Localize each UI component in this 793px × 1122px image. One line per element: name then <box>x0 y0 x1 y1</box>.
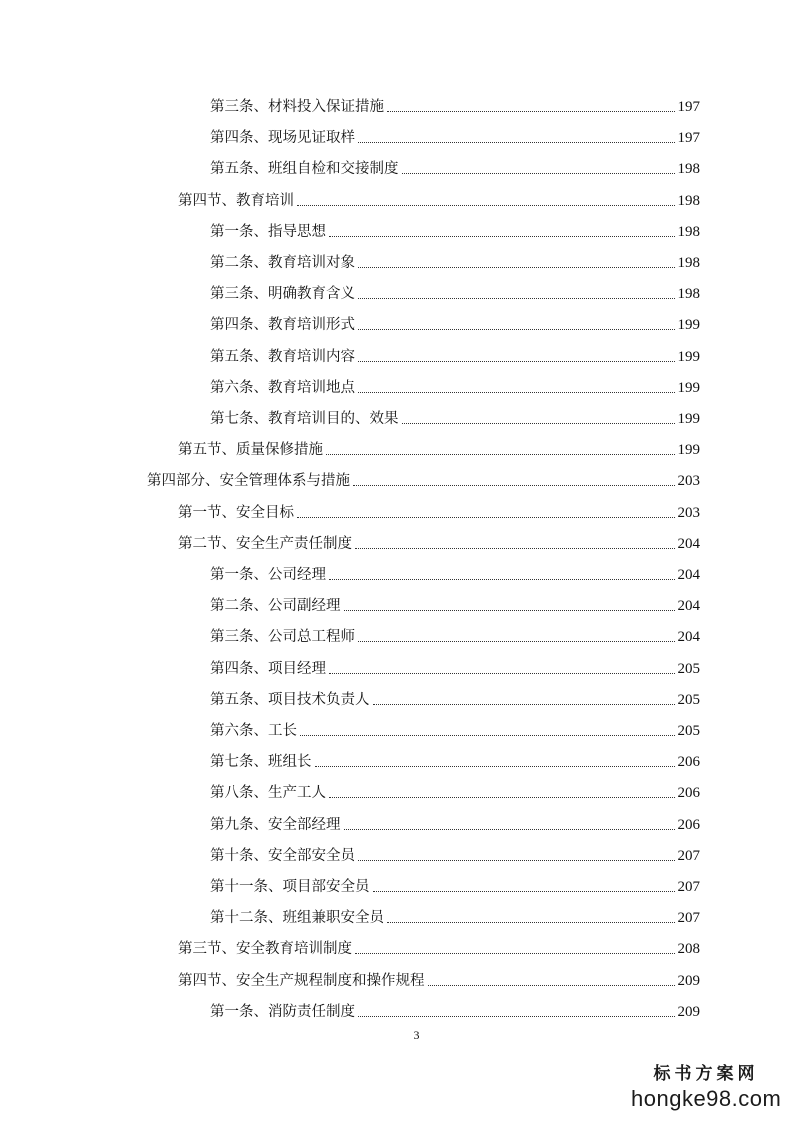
toc-entry-title: 第三节、安全教育培训制度 <box>178 941 352 958</box>
toc-dot-leader <box>344 829 675 830</box>
toc-entry[interactable] <box>210 718 700 740</box>
toc-entry-page-number: 206 <box>677 754 700 771</box>
toc-entry-page-number: 204 <box>677 567 700 583</box>
toc-entry[interactable] <box>210 250 700 272</box>
toc-dot-leader <box>358 1016 675 1017</box>
toc-dot-leader <box>355 953 675 954</box>
toc-entry[interactable] <box>178 500 700 522</box>
toc-entry-title: 第三条、公司总工程师 <box>210 629 355 646</box>
toc-entry[interactable] <box>178 968 700 990</box>
toc-entry-title: 第四条、现场见证取样 <box>210 130 355 147</box>
toc-entry[interactable] <box>210 562 700 584</box>
toc-dot-leader <box>326 454 675 455</box>
toc-dot-leader <box>329 579 675 580</box>
toc-dot-leader <box>373 891 675 892</box>
toc-entry[interactable] <box>210 843 700 865</box>
toc-entry[interactable] <box>210 219 700 241</box>
toc-entry[interactable] <box>210 344 700 366</box>
toc-entry-title: 第四节、安全生产规程制度和操作规程 <box>178 972 425 989</box>
toc-dot-leader <box>329 236 675 237</box>
toc-dot-leader <box>344 610 675 611</box>
toc-entry-page-number: 206 <box>677 785 700 802</box>
toc-entry-title: 第十二条、班组兼职安全员 <box>210 910 384 927</box>
toc-entry-page-number: 205 <box>677 723 700 739</box>
toc-entry-page-number: 198 <box>677 286 700 303</box>
toc-entry-page-number: 197 <box>677 130 700 147</box>
toc-entry[interactable] <box>210 375 700 397</box>
watermark-url: hongke98.com <box>631 1086 782 1111</box>
toc-entry[interactable] <box>210 281 700 303</box>
toc-entry-page-number: 204 <box>677 629 700 646</box>
toc-entry[interactable] <box>178 531 700 553</box>
toc-dot-leader <box>315 766 675 767</box>
toc-entry-page-number: 206 <box>677 816 700 833</box>
toc-dot-leader <box>329 797 675 798</box>
toc-entry-page-number: 204 <box>677 535 700 552</box>
toc-entry-title: 第五条、教育培训内容 <box>210 348 355 365</box>
toc-entry-page-number: 197 <box>677 99 700 115</box>
toc-entry[interactable] <box>210 94 700 116</box>
toc-entry-title: 第二节、安全生产责任制度 <box>178 535 352 552</box>
toc-dot-leader <box>358 142 675 143</box>
toc-entry[interactable] <box>210 905 700 927</box>
toc-dot-leader <box>358 329 675 330</box>
toc-entry[interactable] <box>210 812 700 834</box>
toc-entry-title: 第二条、教育培训对象 <box>210 255 355 271</box>
toc-dot-leader <box>329 673 675 674</box>
toc-entry-page-number: 205 <box>677 691 700 708</box>
toc-entry-page-number: 203 <box>677 473 700 490</box>
toc-entry-page-number: 209 <box>677 972 700 989</box>
toc-entry[interactable] <box>210 656 700 678</box>
toc-entry-title: 第六条、教育培训地点 <box>210 379 355 396</box>
toc-dot-leader <box>355 548 675 549</box>
toc-entry-title: 第五条、项目技术负责人 <box>210 691 370 708</box>
toc-entry-title: 第四部分、安全管理体系与措施 <box>147 473 350 490</box>
toc-dot-leader <box>358 392 675 393</box>
toc-entry-title: 第五节、质量保修措施 <box>178 442 323 459</box>
toc-dot-leader <box>387 922 675 923</box>
toc-entry-page-number: 199 <box>677 411 700 427</box>
toc-entry[interactable] <box>147 468 700 490</box>
toc-entry-page-number: 198 <box>677 161 700 178</box>
toc-entry[interactable] <box>210 999 700 1021</box>
toc-entry-page-number: 209 <box>677 1003 700 1020</box>
toc-entry-title: 第二条、公司副经理 <box>210 598 341 615</box>
toc-entry-page-number: 199 <box>677 348 700 365</box>
toc-entry[interactable] <box>210 687 700 709</box>
toc-dot-leader <box>428 985 675 986</box>
toc-entry-title: 第一条、消防责任制度 <box>210 1003 355 1020</box>
toc-entry[interactable] <box>178 188 700 210</box>
toc-dot-leader <box>358 267 675 268</box>
toc-entry-page-number: 207 <box>677 879 700 895</box>
toc-entry[interactable] <box>178 936 700 958</box>
toc-dot-leader <box>358 641 675 642</box>
toc-dot-leader <box>300 735 675 736</box>
toc-dot-leader <box>358 860 675 861</box>
toc-dot-leader <box>297 205 675 206</box>
toc-entry-page-number: 203 <box>677 504 700 521</box>
toc-entry-title: 第九条、安全部经理 <box>210 816 341 833</box>
toc-entry[interactable] <box>210 780 700 802</box>
toc-entry-page-number: 198 <box>677 255 700 271</box>
toc-entry-title: 第一条、指导思想 <box>210 223 326 240</box>
toc-entry[interactable] <box>210 593 700 615</box>
toc-entry[interactable] <box>210 624 700 646</box>
page-number: 3 <box>413 1028 420 1042</box>
toc-entry-title: 第七条、班组长 <box>210 754 312 771</box>
toc-entry-title: 第六条、工长 <box>210 723 297 739</box>
site-watermark <box>631 1062 781 1112</box>
toc-entry-page-number: 199 <box>677 379 700 396</box>
toc-entry[interactable] <box>178 437 700 459</box>
toc-entry[interactable] <box>210 156 700 178</box>
toc-entry-page-number: 198 <box>677 223 700 240</box>
toc-entry-page-number: 199 <box>677 317 700 334</box>
toc-entry-title: 第四条、项目经理 <box>210 660 326 677</box>
toc-entry-title: 第十条、安全部安全员 <box>210 847 355 864</box>
toc-dot-leader <box>358 298 675 299</box>
toc-entry-title: 第一条、公司经理 <box>210 567 326 583</box>
toc-dot-leader <box>402 173 675 174</box>
toc-dot-leader <box>373 704 675 705</box>
toc-entry[interactable] <box>210 874 700 896</box>
toc-dot-leader <box>297 517 675 518</box>
toc-entry-title: 第五条、班组自检和交接制度 <box>210 161 399 178</box>
toc-entry-title: 第三条、材料投入保证措施 <box>210 99 384 115</box>
toc-entry[interactable] <box>210 406 700 428</box>
toc-entry-title: 第四条、教育培训形式 <box>210 317 355 334</box>
toc-entry[interactable] <box>210 312 700 334</box>
toc-entry-title: 第一节、安全目标 <box>178 504 294 521</box>
toc-dot-leader <box>358 361 675 362</box>
toc-entry[interactable] <box>210 125 700 147</box>
toc-dot-leader <box>387 111 675 112</box>
watermark-site-name: 标书方案网 <box>653 1064 759 1084</box>
toc-entry-title: 第三条、明确教育含义 <box>210 286 355 303</box>
toc-entry-page-number: 205 <box>677 660 700 677</box>
toc-entry-page-number: 199 <box>677 442 700 459</box>
toc-entry-page-number: 207 <box>677 910 700 927</box>
toc-entry-title: 第七条、教育培训目的、效果 <box>210 411 399 427</box>
toc-entry-page-number: 198 <box>677 192 700 209</box>
toc-entry-page-number: 204 <box>677 598 700 615</box>
toc-entry-title: 第十一条、项目部安全员 <box>210 879 370 895</box>
toc-entry-page-number: 207 <box>677 847 700 864</box>
toc-dot-leader <box>353 485 675 486</box>
toc-entry-title: 第四节、教育培训 <box>178 192 294 209</box>
toc-entry[interactable] <box>210 749 700 771</box>
toc-entry-title: 第八条、生产工人 <box>210 785 326 802</box>
toc-dot-leader <box>402 423 675 424</box>
toc-entry-page-number: 208 <box>677 941 700 958</box>
